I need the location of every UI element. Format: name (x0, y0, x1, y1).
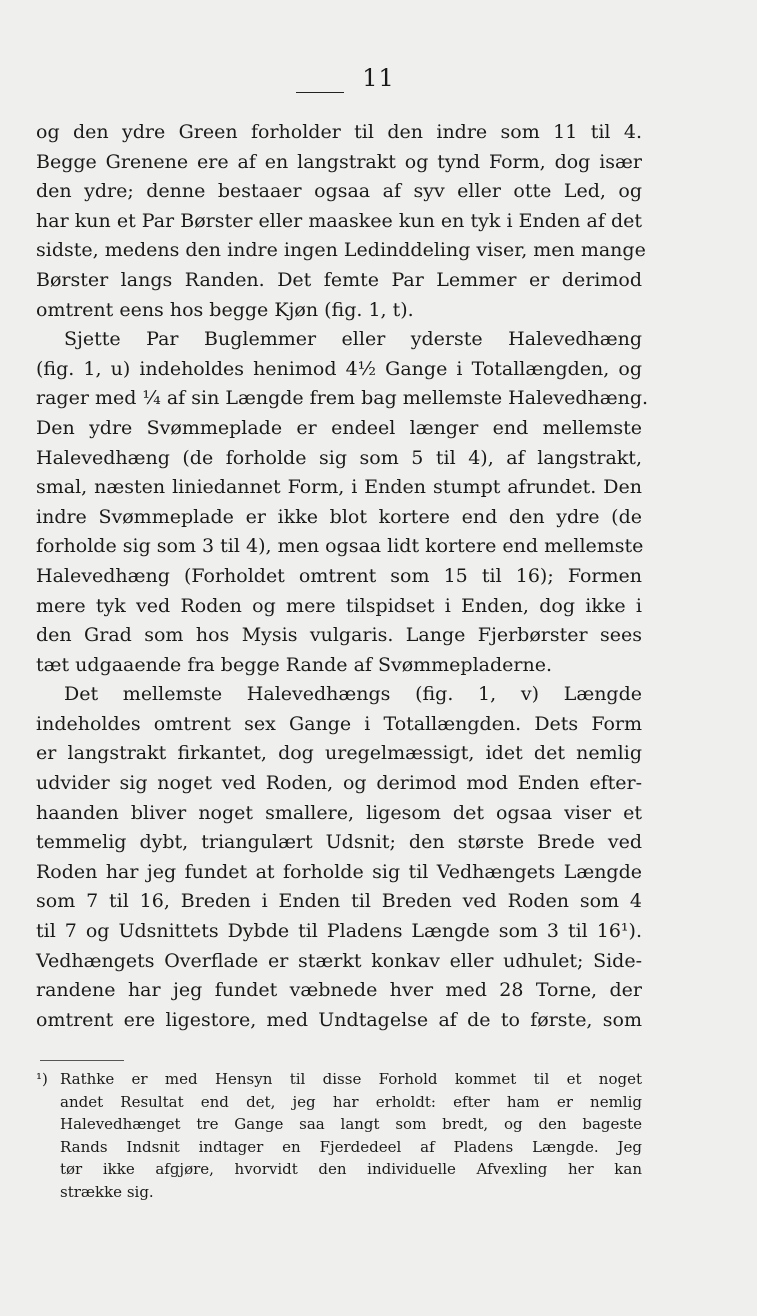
footnote-line: Halevedhænget tre Gange saa langt som bredt, og den bageste (60, 1115, 642, 1134)
text-line: randene har jeg fundet væbnede hver med 28 Torne, der (36, 979, 642, 1002)
text-line: mere tyk ved Roden og mere tilspidset i Enden, dog ikke i (36, 594, 642, 617)
text-line: Vedhængets Overflade er stærkt konkav eller udhulet; Side- (36, 949, 642, 972)
footnote (36, 1068, 642, 1204)
text-line: tæt udgaaende fra begge Rande af Svømmepladerne. (36, 653, 553, 676)
text-line: er langstrakt firkantet, dog uregelmæssigt, idet det nemlig (36, 742, 642, 765)
paragraph-start-line: Sjette Par Buglemmer eller yderste Halevedhæng (64, 328, 642, 351)
text-line: indre Svømmeplade er ikke blot kortere end den ydre (de (36, 505, 642, 528)
footnote-rule (40, 1060, 124, 1061)
text-line: smal, næsten liniedannet Form, i Enden stumpt afrundet. Den (36, 476, 642, 499)
text-line: temmelig dybt, triangulært Udsnit; den største Brede ved (36, 831, 642, 854)
text-line: udvider sig noget ved Roden, og derimod mod Enden efter- (36, 772, 642, 795)
text-line: haanden bliver noget smallere, ligesom det ogsaa viser et (36, 801, 642, 824)
page-number-rule (296, 92, 344, 93)
text-line: Begge Grenene ere af en langstrakt og tynd Form, dog især (36, 150, 642, 173)
footnote-line: strække sig. (60, 1182, 154, 1201)
text-line: den Grad som hos Mysis vulgaris. Lange Fjerbørster sees (36, 624, 642, 647)
footnote-line-text: Rathke er med Hensyn til disse Forhold kommet til et noget (60, 1070, 642, 1088)
text-line: til 7 og Udsnittets Dybde til Pladens Længde som 3 til 16¹). (36, 920, 642, 943)
text-line: omtrent ere ligestore, med Undtagelse af de to første, som (36, 1008, 642, 1031)
text-line: forholde sig som 3 til 4), men ogsaa lidt kortere end mellemste (36, 535, 644, 558)
footnote-line: andet Resultat end det, jeg har erholdt: efter ham er nemlig (60, 1092, 642, 1111)
text-line: indeholdes omtrent sex Gange i Totallængden. Dets Form (36, 712, 642, 735)
footnote-line (36, 1068, 642, 1091)
text-line: (fig. 1, u) indeholdes henimod 4½ Gange i Totallængden, og (36, 357, 642, 380)
text-line: sidste, medens den indre ingen Ledinddeling viser, men mange (36, 239, 646, 262)
text-line: som 7 til 16, Breden i Enden til Breden ved Roden som 4 (36, 890, 642, 913)
page-number: 11 (362, 64, 395, 92)
text-line: Den ydre Svømmeplade er endeel længer end mellemste (36, 416, 642, 439)
text-line: Roden har jeg fundet at forholde sig til Vedhængets Længde (36, 860, 642, 883)
text-line: og den ydre Green forholder til den indre som 11 til 4. (36, 121, 642, 143)
body-text (36, 118, 649, 1035)
text-line: har kun et Par Børster eller maaskee kun en tyk i Enden af det (36, 209, 642, 232)
footnote-line: Rands Indsnit indtager en Fjerdedeel af Pladens Længde. Jeg (60, 1137, 642, 1156)
text-line: omtrent eens hos begge Kjøn (fig. 1, t). (36, 298, 414, 321)
text-line: den ydre; denne bestaaer ogsaa af syv eller otte Led, og (36, 180, 642, 203)
text-line: Halevedhæng (Forholdet omtrent som 15 til 16); Formen (36, 564, 642, 587)
text-line: rager med ¼ af sin Længde frem bag mellemste Halevedhæng. (36, 387, 649, 410)
text-line: Halevedhæng (de forholde sig som 5 til 4), af langstrakt, (36, 446, 642, 469)
paragraph-start-line: Det mellemste Halevedhængs (fig. 1, v) Længde (64, 683, 642, 706)
footnote-line: tør ikke afgjøre, hvorvidt den individuelle Afvexling her kan (60, 1160, 642, 1179)
footnote-marker: ¹) (36, 1070, 48, 1088)
text-line: Børster langs Randen. Det femte Par Lemmer er derimod (36, 268, 642, 291)
